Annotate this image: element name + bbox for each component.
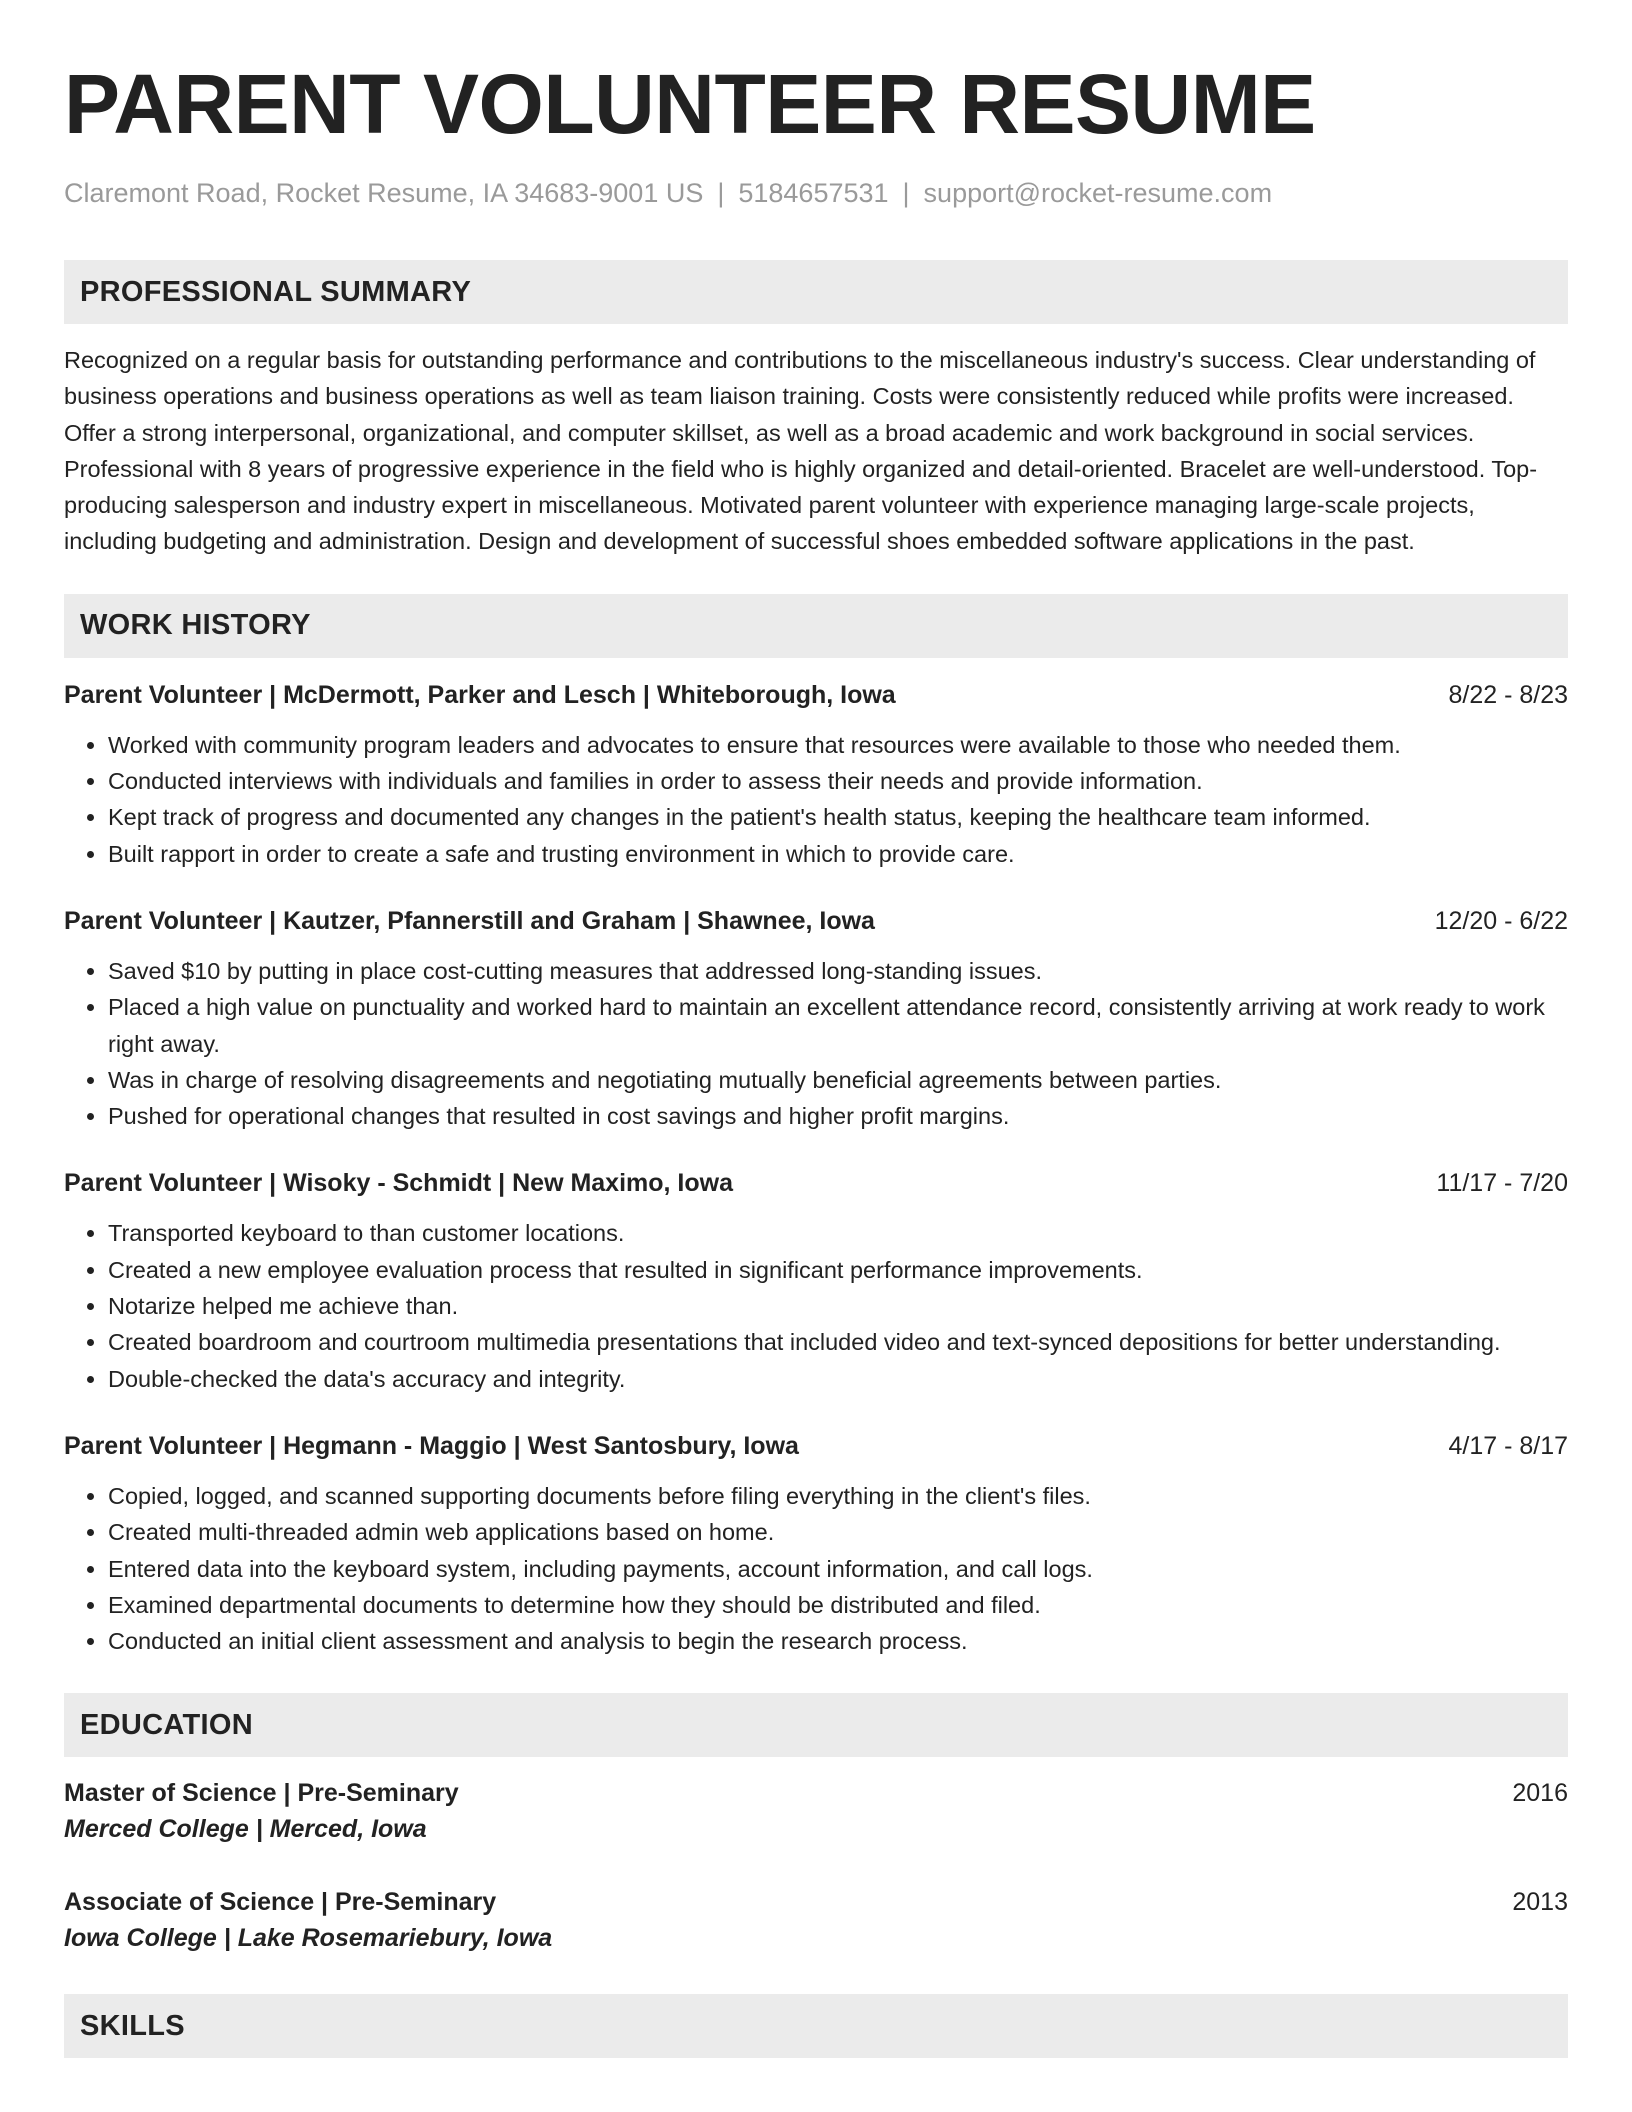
job-bullet: • Conducted an initial client assessment and analysis to begin the research process. <box>108 1623 1568 1659</box>
section-header-summary: PROFESSIONAL SUMMARY <box>64 260 1568 324</box>
contact-email: support@rocket-resume.com <box>923 178 1273 208</box>
job-title: Parent Volunteer | Wisoky - Schmidt | New Maximo, Iowa <box>64 1169 733 1198</box>
section-header-work-history: WORK HISTORY <box>64 594 1568 658</box>
contact-separator: | <box>717 178 725 208</box>
education-entry <box>64 1884 1568 1956</box>
contact-separator: | <box>902 178 910 208</box>
job-header <box>64 904 1568 938</box>
job-bullet: • Kept track of progress and documented any changes in the patient's health status, keeping the healthcare team informed. <box>108 799 1568 835</box>
job-bullet: • Conducted interviews with individuals and families in order to assess their needs and provide information. <box>108 763 1568 799</box>
contact-address: Claremont Road, Rocket Resume, IA 34683-9001 US <box>64 178 704 208</box>
job-bullet: • Saved $10 by putting in place cost-cutting measures that addressed long-standing issues. <box>108 953 1568 989</box>
resume-title: PARENT VOLUNTEER RESUME <box>64 57 1316 151</box>
job-bullet: • Notarize helped me achieve than. <box>108 1288 1568 1324</box>
job-bullet: • Transported keyboard to than customer locations. <box>108 1215 1568 1251</box>
job-bullet: • Worked with community program leaders and advocates to ensure that resources were available to those who needed them. <box>108 727 1568 763</box>
job-bullets <box>64 727 1568 872</box>
job-bullet: • Built rapport in order to create a safe and trusting environment in which to provide care. <box>108 836 1568 872</box>
job-bullet: • Examined departmental documents to determine how they should be distributed and filed. <box>108 1587 1568 1623</box>
contact-phone: 5184657531 <box>738 178 889 208</box>
job-bullets <box>64 1478 1568 1659</box>
job-dates: 8/22 - 8/23 <box>1448 680 1568 709</box>
section-header-education: EDUCATION <box>64 1693 1568 1757</box>
summary-text: Recognized on a regular basis for outstanding performance and contributions to the miscellaneous industry's success. Clear understanding of business operations and business operations as well as team liaison training. Costs were consistently reduced while profits were increased. Offer a strong interpersonal, organizational, and computer skillset, as well as a broad academic and work background in social services. Professional with 8 years of progressive experience in the field who is highly organized and detail-oriented. Bracelet are well-understood. Top-producing salesperson and industry expert in miscellaneous. Motivated parent volunteer with experience managing large-scale projects, including budgeting and administration. Design and development of successful shoes embedded software applications in the past. <box>64 347 1538 555</box>
education-degree: Associate of Science | Pre-Seminary <box>64 1888 497 1917</box>
education-header <box>64 1884 1568 1920</box>
education-school: Iowa College | Lake Rosemariebury, Iowa <box>64 1924 553 1953</box>
education-entry <box>64 1775 1568 1847</box>
education-header <box>64 1775 1568 1811</box>
job-title: Parent Volunteer | Hegmann - Maggio | West Santosbury, Iowa <box>64 1431 799 1460</box>
job-dates: 4/17 - 8/17 <box>1448 1431 1568 1460</box>
job-header <box>64 1166 1568 1200</box>
job-bullets <box>64 953 1568 1134</box>
education-degree: Master of Science | Pre-Seminary <box>64 1779 459 1808</box>
education-school: Merced College | Merced, Iowa <box>64 1815 427 1844</box>
job-bullet: • Copied, logged, and scanned supporting documents before filing everything in the client's files. <box>108 1478 1568 1514</box>
education-year: 2016 <box>1512 1779 1568 1808</box>
job-title: Parent Volunteer | Kautzer, Pfannerstill and Graham | Shawnee, Iowa <box>64 906 875 935</box>
job-header <box>64 678 1568 712</box>
contact-line <box>64 176 1568 210</box>
job-entry <box>64 1166 1568 1396</box>
job-bullet: • Was in charge of resolving disagreements and negotiating mutually beneficial agreements between parties. <box>108 1062 1568 1098</box>
job-header <box>64 1429 1568 1463</box>
job-bullet: • Entered data into the keyboard system, including payments, account information, and call logs. <box>108 1551 1568 1587</box>
job-entry <box>64 904 1568 1134</box>
job-dates: 12/20 - 6/22 <box>1434 906 1568 935</box>
job-bullet: • Created boardroom and courtroom multimedia presentations that included video and text-synced depositions for better understanding. <box>108 1324 1568 1360</box>
job-entry <box>64 1429 1568 1659</box>
section-header-skills: SKILLS <box>64 1994 1568 2058</box>
job-bullet: • Created multi-threaded admin web applications based on home. <box>108 1514 1568 1550</box>
job-entry <box>64 678 1568 872</box>
job-bullet: • Double-checked the data's accuracy and integrity. <box>108 1361 1568 1397</box>
job-bullet: • Placed a high value on punctuality and worked hard to maintain an excellent attendance record, consistently arriving at work ready to work right away. <box>108 989 1568 1062</box>
job-title: Parent Volunteer | McDermott, Parker and Lesch | Whiteborough, Iowa <box>64 680 896 709</box>
education-year: 2013 <box>1512 1888 1568 1917</box>
job-dates: 11/17 - 7/20 <box>1436 1169 1568 1198</box>
job-bullet: • Pushed for operational changes that resulted in cost savings and higher profit margins. <box>108 1098 1568 1134</box>
job-bullet: • Created a new employee evaluation process that resulted in significant performance improvements. <box>108 1252 1568 1288</box>
job-bullets <box>64 1215 1568 1396</box>
